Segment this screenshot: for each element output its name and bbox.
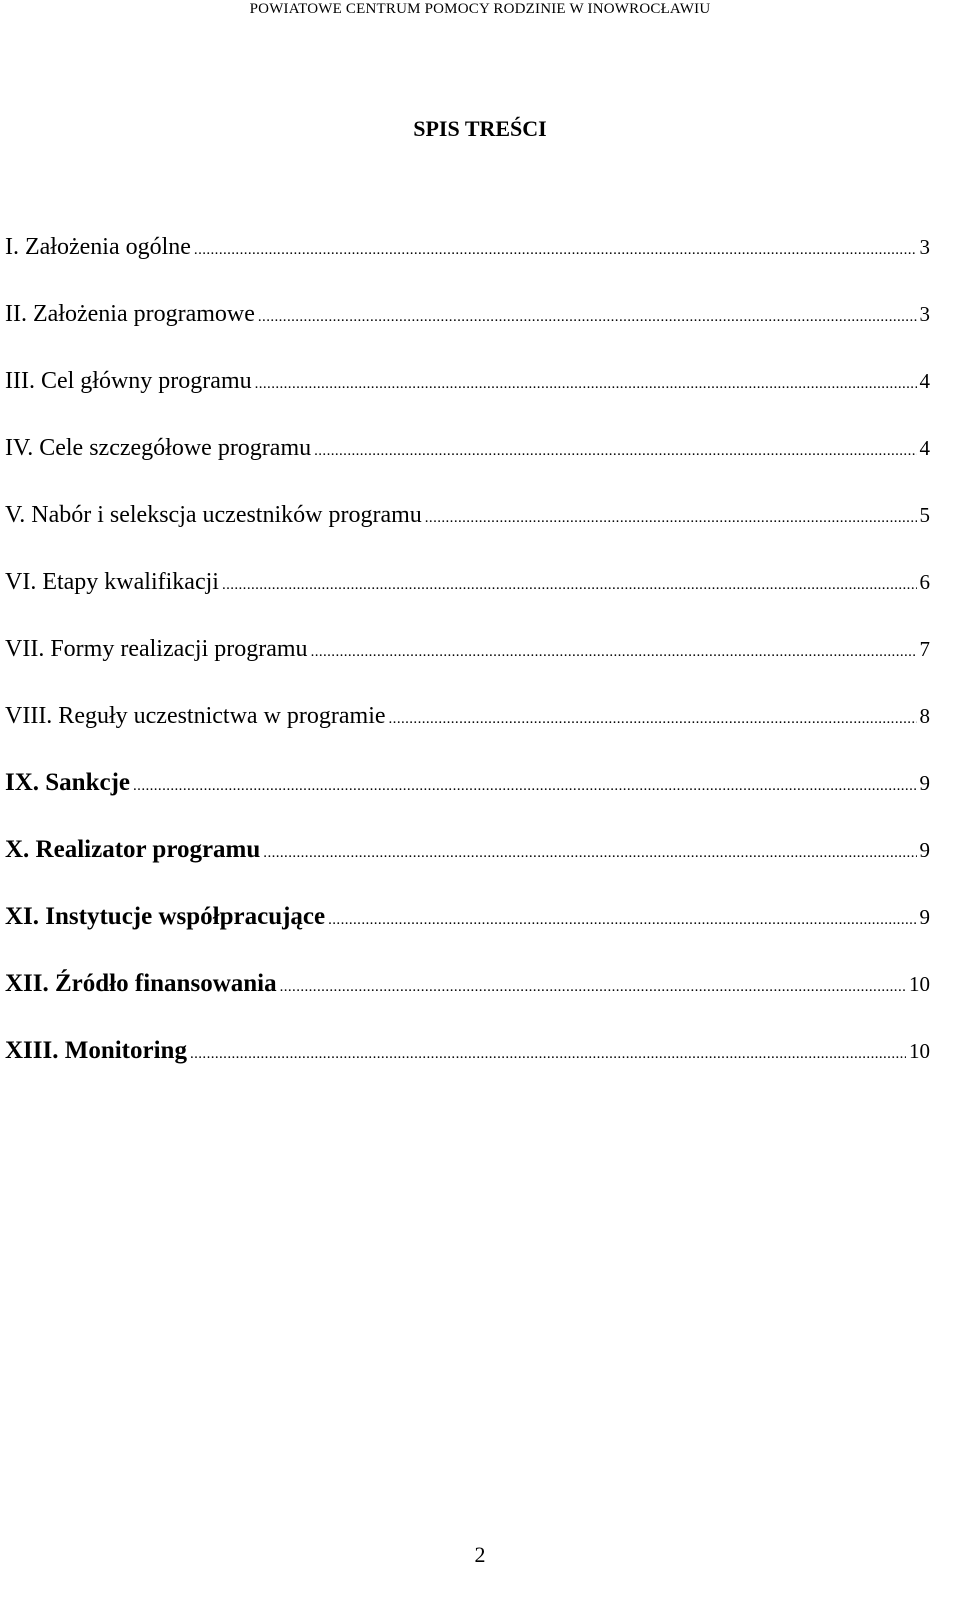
toc-entry-page: 3 <box>919 302 930 326</box>
page-number: 2 <box>474 1542 486 1567</box>
toc-entry[interactable] <box>5 768 930 835</box>
toc-entry-label: XI. Instytucje współpracujące <box>5 903 326 930</box>
dot-leader <box>311 637 917 667</box>
toc-entry-label: V. Nabór i selekscja uczestników programu <box>5 502 422 528</box>
toc-entry[interactable] <box>5 366 930 433</box>
dot-leader <box>389 704 917 734</box>
toc-entry[interactable] <box>5 299 930 366</box>
toc-entry[interactable] <box>5 433 930 500</box>
toc-entry-label: III. Cel główny programu <box>5 368 252 394</box>
toc-entry-page: 4 <box>919 436 930 460</box>
toc-entry[interactable] <box>5 835 930 902</box>
toc-entry-page: 9 <box>919 771 930 795</box>
toc-entry-page: 9 <box>919 905 930 929</box>
dot-leader <box>222 570 917 600</box>
toc-entry[interactable] <box>5 969 930 1036</box>
dot-leader <box>425 503 917 533</box>
dot-leader <box>133 771 916 801</box>
page-header: POWIATOWE CENTRUM POMOCY RODZINIE W INOWROCŁAWIU <box>249 1 711 17</box>
dot-leader <box>194 235 917 265</box>
toc-entry-page: 7 <box>919 637 930 661</box>
toc-entry-label: X. Realizator programu <box>5 836 261 863</box>
dot-leader <box>263 838 916 868</box>
toc-entry-label: IV. Cele szczegółowe programu <box>5 435 312 461</box>
toc-entry-label: VII. Formy realizacji programu <box>5 636 308 662</box>
toc-entry[interactable] <box>5 567 930 634</box>
toc-entry[interactable] <box>5 1036 930 1103</box>
toc-entry[interactable] <box>5 902 930 969</box>
toc-entry[interactable] <box>5 500 930 567</box>
toc-entry-label: I. Założenia ogólne <box>5 234 191 260</box>
toc-entry-page: 5 <box>919 503 930 527</box>
toc-entry-label: VIII. Reguły uczestnictwa w programie <box>5 703 386 729</box>
table-of-contents <box>5 232 930 1103</box>
toc-entry-label: II. Założenia programowe <box>5 301 255 327</box>
toc-entry-label: XIII. Monitoring <box>5 1037 187 1064</box>
dot-leader <box>255 369 917 399</box>
toc-entry-page: 4 <box>919 369 930 393</box>
toc-entry-page: 3 <box>919 235 930 259</box>
toc-entry-page: 9 <box>919 838 930 862</box>
dot-leader <box>314 436 916 466</box>
dot-leader <box>328 905 916 935</box>
toc-entry-page: 10 <box>909 1039 930 1063</box>
dot-leader <box>280 972 906 1002</box>
toc-entry-page: 10 <box>909 972 930 996</box>
toc-entry[interactable] <box>5 634 930 701</box>
toc-entry-page: 8 <box>919 704 930 728</box>
dot-leader <box>258 302 917 332</box>
toc-entry-label: VI. Etapy kwalifikacji <box>5 569 219 595</box>
toc-entry-page: 6 <box>919 570 930 594</box>
toc-title: SPIS TREŚCI <box>413 116 547 141</box>
toc-entry[interactable] <box>5 232 930 299</box>
toc-entry-label: IX. Sankcje <box>5 769 131 796</box>
toc-entry[interactable] <box>5 701 930 768</box>
dot-leader <box>190 1039 906 1069</box>
toc-entry-label: XII. Źródło finansowania <box>5 970 277 997</box>
